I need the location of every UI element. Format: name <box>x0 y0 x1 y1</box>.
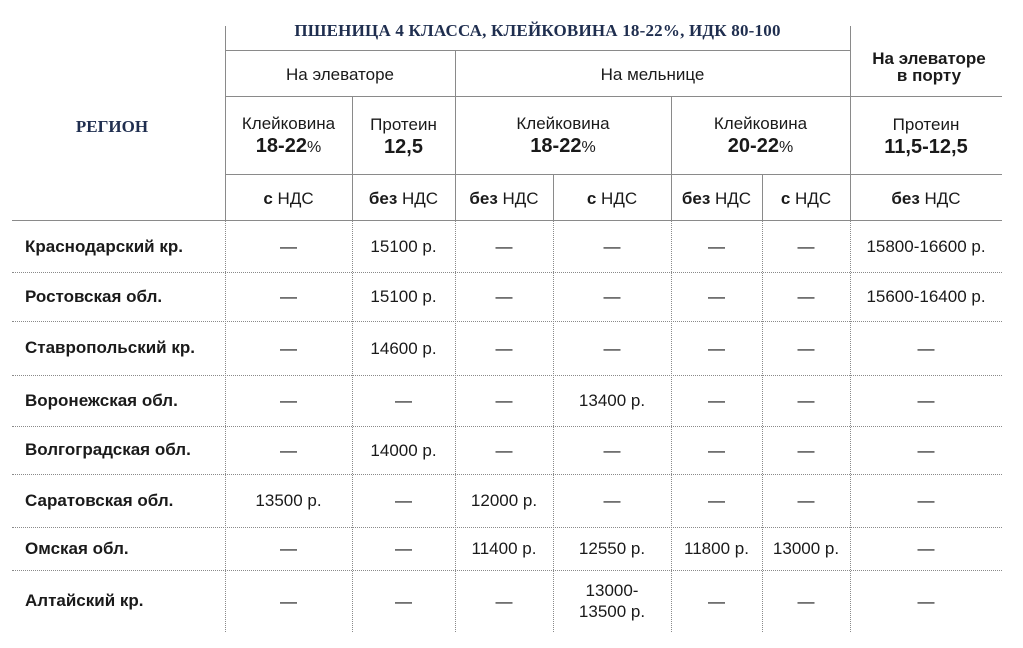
price-cell: — <box>797 491 815 510</box>
tax-header-suffix: НДС <box>272 188 314 208</box>
tax-header <box>455 176 553 220</box>
price-cell: — <box>917 440 935 460</box>
rule-group <box>225 50 850 51</box>
price-cell: — <box>280 539 297 558</box>
price-cell: — <box>797 440 815 460</box>
tax-header-suffix: НДС <box>397 188 439 208</box>
group-header-mill: На мельнице <box>600 64 705 84</box>
region-name: Краснодарский кр. <box>25 236 183 256</box>
price-cell: — <box>495 440 513 460</box>
subheader-label: Протеин <box>892 115 960 134</box>
price-cell: 11800 р. <box>684 539 749 558</box>
tax-header <box>762 176 850 220</box>
tax-header <box>850 176 1002 220</box>
price-cell: — <box>280 287 297 306</box>
region-name: Ростовская обл. <box>25 286 163 306</box>
price-cell: — <box>495 338 513 358</box>
subheader-value <box>256 135 321 159</box>
price-cell: 13400 р. <box>578 391 646 410</box>
price-cell: 15100 р. <box>370 287 437 306</box>
price-cell: — <box>797 338 815 358</box>
region-header: РЕГИОН <box>75 117 149 136</box>
price-cell: — <box>280 591 297 611</box>
table-title: ПШЕНИЦА 4 КЛАССА, КЛЕЙКОВИНА 18-22%, ИДК 80-100 <box>294 21 781 40</box>
price-cell: — <box>708 237 725 256</box>
price-cell: — <box>917 591 935 611</box>
price-cell: 15600-16400 р. <box>866 287 986 306</box>
price-cell: — <box>280 338 297 358</box>
subheader-label: Клейковина <box>241 114 336 133</box>
subheader-value-number: 20-22 <box>727 135 779 157</box>
subheader-value-number: 18-22 <box>530 135 582 157</box>
price-cell: 12000 р. <box>470 491 538 510</box>
price-cell: 13500 р. <box>255 491 322 510</box>
subheader-value <box>384 136 423 158</box>
price-cell: — <box>395 491 412 510</box>
tax-header-prefix: с <box>780 188 791 208</box>
price-cell: 14600 р. <box>370 338 437 358</box>
subheader-value-number: 12,5 <box>384 136 423 158</box>
subheader-value <box>530 135 595 159</box>
tax-header <box>225 176 352 220</box>
subheader-value-number: 18-22 <box>255 135 307 157</box>
tax-header-prefix: без <box>681 188 711 208</box>
price-cell: 11400 р. <box>471 539 537 558</box>
rule-tax <box>225 174 1002 175</box>
price-cell: — <box>603 491 621 510</box>
group-header-elevator: На элеваторе <box>285 64 394 84</box>
price-cell: — <box>917 539 935 558</box>
group-header-port: На элеваторе в порту <box>872 49 986 85</box>
subheader-label: Протеин <box>370 115 437 134</box>
region-name: Ставропольский кр. <box>25 338 195 357</box>
tax-header-suffix: НДС <box>919 188 961 208</box>
subheader-quality <box>850 100 1002 172</box>
price-cell: — <box>603 237 621 256</box>
tax-header-suffix: НДС <box>497 188 539 208</box>
price-cell: — <box>708 338 725 358</box>
price-cell: — <box>797 591 815 611</box>
price-cell: — <box>495 391 513 410</box>
tax-header-prefix: с <box>263 188 273 208</box>
region-name: Воронежская обл. <box>25 390 178 410</box>
region-name: Саратовская обл. <box>25 490 174 510</box>
price-cell: — <box>603 287 621 306</box>
price-cell: — <box>708 287 725 306</box>
subheader-quality <box>671 100 850 172</box>
price-cell: — <box>917 491 935 510</box>
price-cell: — <box>395 539 412 558</box>
tax-header <box>352 176 455 220</box>
price-cell: — <box>708 591 725 611</box>
price-cell: — <box>708 491 725 510</box>
tax-header-prefix: без <box>368 188 398 208</box>
price-cell: 14000 р. <box>370 440 437 460</box>
tax-header <box>671 176 762 220</box>
price-cell: — <box>708 391 725 410</box>
price-cell: — <box>495 591 513 611</box>
subheader-unit: % <box>581 139 596 156</box>
price-cell: — <box>395 591 412 611</box>
subheader-quality <box>455 100 671 172</box>
price-cell: — <box>708 440 725 460</box>
subheader-quality <box>225 100 352 172</box>
tax-header-suffix: НДС <box>710 188 752 208</box>
tax-header-prefix: с <box>586 188 597 208</box>
price-cell: 12550 р. <box>578 539 646 558</box>
tax-header <box>553 176 671 220</box>
price-cell: — <box>495 237 513 256</box>
tax-header-prefix: без <box>891 188 920 208</box>
price-cell: — <box>797 391 815 410</box>
price-cell: — <box>395 391 412 410</box>
tax-header-suffix: НДС <box>596 188 638 208</box>
subheader-label: Клейковина <box>516 114 610 133</box>
subheader-label: Клейковина <box>713 114 808 133</box>
price-cell: — <box>280 391 297 410</box>
subheader-quality <box>352 100 455 172</box>
price-cell: — <box>797 287 815 306</box>
price-cell: 15800-16600 р. <box>866 237 986 256</box>
tax-header-prefix: без <box>469 188 498 208</box>
subheader-value-number: 11,5-12,5 <box>884 136 968 158</box>
price-cell: 15100 р. <box>370 237 437 256</box>
tax-header-suffix: НДС <box>790 188 832 208</box>
price-cell: — <box>495 287 513 306</box>
price-cell: 13000- 13500 р. <box>578 581 646 621</box>
price-cell: — <box>603 440 621 460</box>
price-cell: — <box>917 338 935 358</box>
region-name: Омская обл. <box>25 538 129 558</box>
region-name: Алтайский кр. <box>25 591 144 610</box>
subheader-value <box>884 136 967 158</box>
price-cell: — <box>917 391 935 410</box>
subheader-unit: % <box>778 139 794 156</box>
price-cell: 13000 р. <box>772 539 840 558</box>
price-cell: — <box>797 237 815 256</box>
rule-sub <box>225 96 1002 97</box>
price-cell: — <box>280 237 297 256</box>
price-cell: — <box>603 338 621 358</box>
subheader-value <box>728 135 793 159</box>
price-cell: — <box>280 440 297 460</box>
subheader-unit: % <box>306 139 322 156</box>
region-name: Волгоградская обл. <box>25 440 191 459</box>
